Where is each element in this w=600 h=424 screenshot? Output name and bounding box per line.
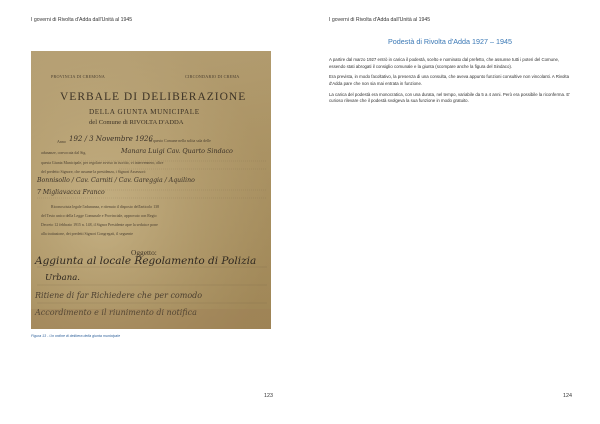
scan-line10: alla trattazione, dei predetti Signori Congregati, il seguente	[41, 232, 133, 236]
scan-line1-print: Anno	[57, 139, 66, 144]
figure-caption: Figura 13 - Un ordine di delibera della giunta municipale	[31, 334, 121, 338]
scan-subject-hand: Aggiunta al locale Regolamento di Polizia	[35, 255, 257, 267]
scan-title: VERBALE DI DELIBERAZIONE	[60, 91, 247, 103]
section-title: Podestà di Rivolta d'Adda 1927 – 1945	[387, 37, 513, 46]
scan-line5-hand: Bonnisollo / Cav. Carniti / Cav. Gareggia / Aquilino	[37, 177, 195, 184]
scan-line1-rest: in questo Comune nella solita sala delle	[149, 139, 211, 143]
scan-line8: del Testo unico della Legge Comunale e Provinciale, approvato con Regio	[41, 214, 157, 218]
paragraph-2: Era prevista, in modo facoltativo, la presenza di una consulta, che aveva appunto funzioni consultive non vincolanti. A Rivolta d'Adda pare che non sia mai entrata in funzione.	[329, 74, 570, 86]
page-number-left: 123	[264, 393, 273, 399]
paragraph-1: A partire dal marzo 1927 entrò in carica il podestà, scelto e nominato dal prefetto, che assunse tutti i poteri del Comune, essendo stati abrogati il consiglio comunale e la giunta (scompare anche la figura del Sindaco).	[329, 57, 560, 69]
scan-line7: Riconosciuta legale l'adunanza, e ritenuto il disposto dell'articolo 138	[51, 205, 160, 209]
scan-line2-hand: Manara Luigi Cav. Quarto Sindaco	[121, 147, 233, 155]
running-head-right: I governi di Rivolta d'Adda dall'Unità al 1945	[329, 17, 431, 23]
right-page	[300, 0, 600, 424]
scan-line6-hand: 7 Migliavacca Franco	[37, 189, 105, 196]
scan-commune: del Comune di RIVOLTA D'ADDA	[89, 119, 184, 126]
scan-line1-hand: 192 / 3 Novembre 1926	[69, 135, 153, 143]
paragraph-3: La carica del podestà era monocratica, con una durata, nel tempo, variabile da 5 a 4 anni. Però era possibile la riconferma. E' curioso rilevare che il podestà svolgeva la sua funzione in modo gratuito.	[329, 91, 571, 104]
scanned-document-figure	[31, 51, 271, 329]
page-number-right: 124	[563, 393, 572, 399]
scan-line4: del predetto Signore, che assume la presidenza, i Signori Assessori:	[41, 170, 146, 174]
scan-line9: Decreto 12 febbraio 1915 n. 148, il Signor Presidente apre la seduta e pone	[41, 223, 158, 227]
scan-district: CIRCONDARIO DI CREMA	[185, 74, 240, 79]
scan-lower-hand2: Accordimento e il riunimento di notifica	[35, 308, 197, 317]
body-text	[329, 57, 571, 109]
scan-line2: adunanze, convocata dal Sig.	[41, 151, 87, 155]
scan-subtitle: DELLA GIUNTA MUNICIPALE	[89, 108, 200, 116]
scan-lower-hand: Ritiene di far Richiedere che per comodo	[35, 291, 203, 300]
scan-line3: questa Giunta Municipale, per regolare avviso in iscritto, vi intervennero, oltre	[41, 161, 164, 165]
scan-subject-label: Oggetto:	[131, 248, 157, 257]
scan-subject-hand2: Urbana.	[45, 273, 80, 283]
running-head-left: I governi di Rivolta d'Adda dall'Unità al 1945	[31, 17, 133, 23]
scan-province: PROVINCIA DI CREMONA	[51, 74, 106, 79]
